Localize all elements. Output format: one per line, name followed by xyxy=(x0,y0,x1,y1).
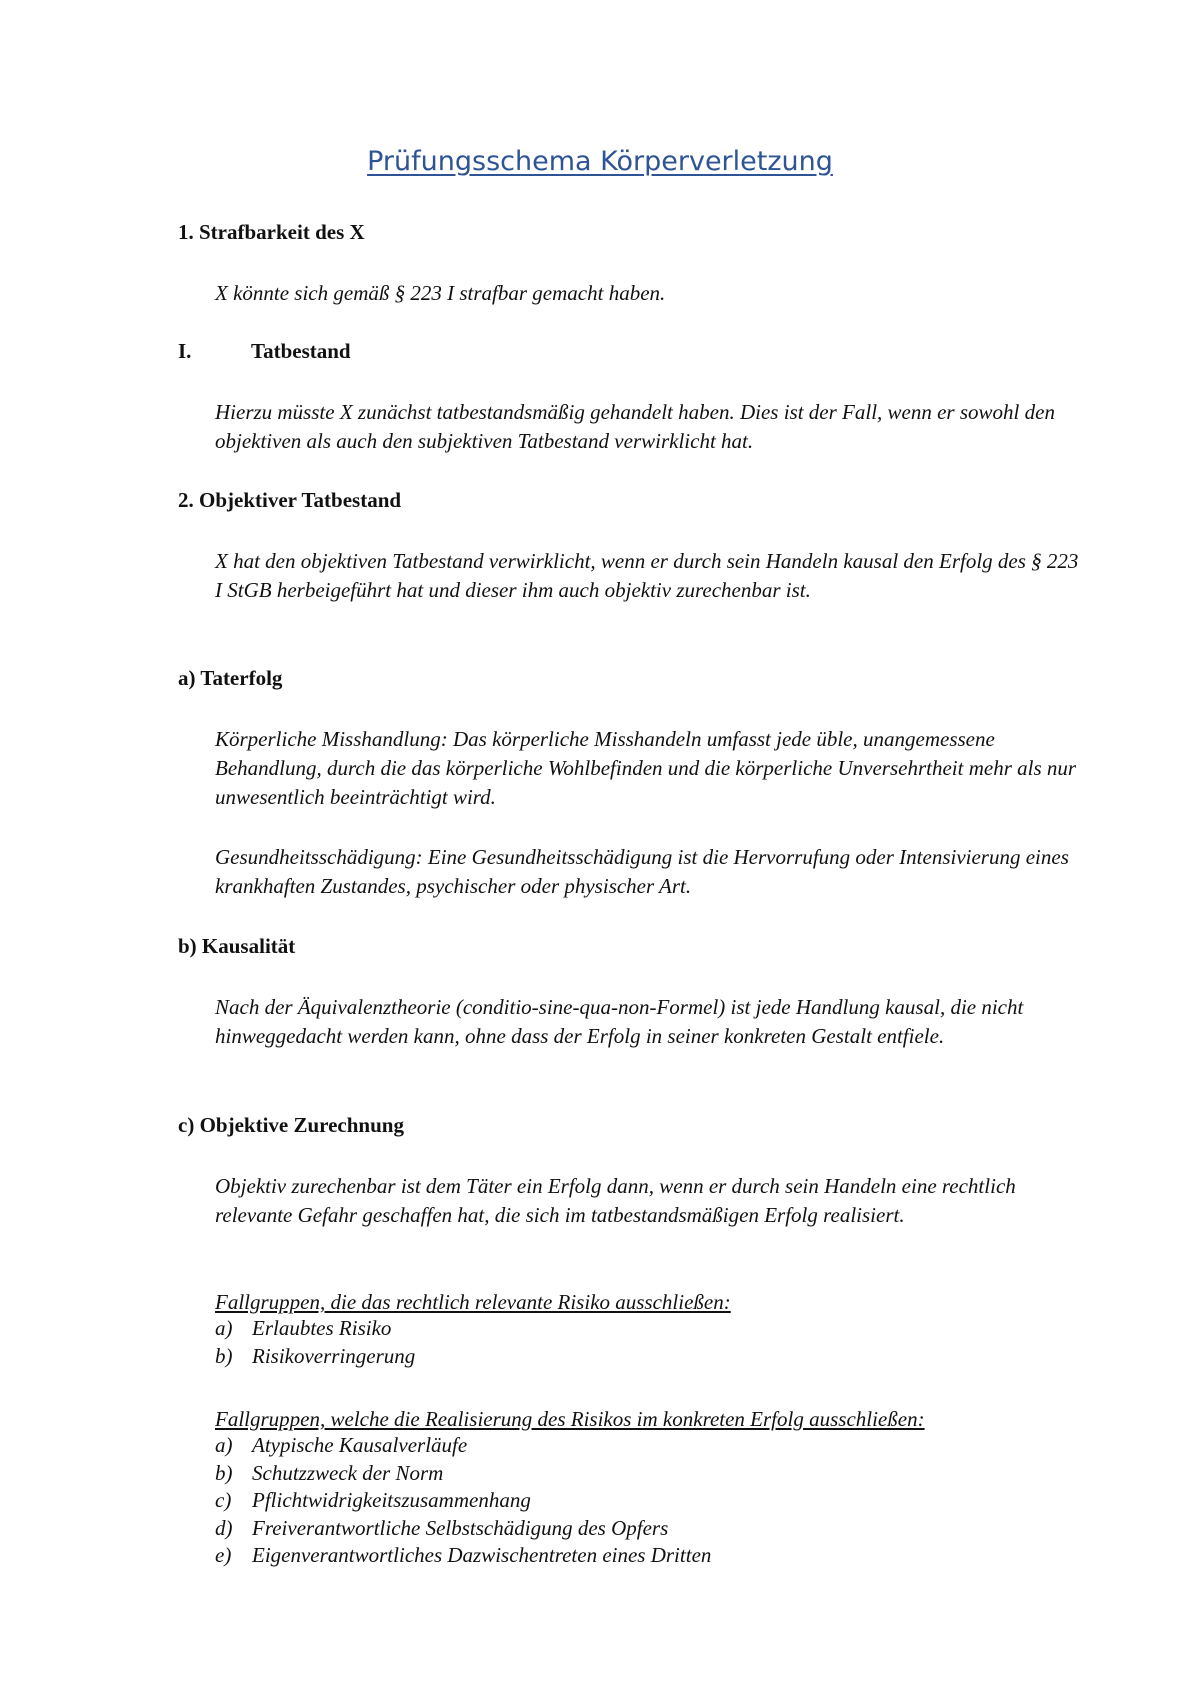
paragraph-strafbarkeit: X könnte sich gemäß § 223 I strafbar gemacht haben. xyxy=(215,281,666,305)
list-item-text: Freiverantwortliche Selbstschädigung des Opfers xyxy=(252,1515,669,1540)
list-item-marker: e) xyxy=(215,1543,232,1567)
list-item-text: Erlaubtes Risiko xyxy=(252,1316,392,1340)
page-title: Prüfungsschema Körperverletzung xyxy=(367,146,833,177)
list-item xyxy=(215,1542,711,1570)
list-realisierung xyxy=(215,1432,711,1570)
list-item xyxy=(215,1432,711,1460)
heading-tatbestand-number: I. xyxy=(178,339,192,363)
paragraph-misshandlung: Körperliche Misshandlung: Das körperliche Misshandeln umfasst jede üble, unangemessene Behandlung, durch die das körperliche Wohlbefinden und die körperliche Unversehrtheit mehr als nur unwesentlich beeinträchtigt wird. xyxy=(215,727,1077,809)
paragraph-objektiver-tatbestand: X hat den objektiven Tatbestand verwirklicht, wenn er durch sein Handeln kausal den Erfolg des § 223 I StGB herbeigeführt hat und dieser ihm auch objektiv zurechenbar ist. xyxy=(215,549,1079,602)
list-item-marker: c) xyxy=(215,1488,232,1512)
heading-objektiver-tatbestand: 2. Objektiver Tatbestand xyxy=(178,488,402,512)
list-title-realisierung: Fallgruppen, welche die Realisierung des Risikos im konkreten Erfolg ausschließen: xyxy=(215,1407,925,1431)
list-item-marker: a) xyxy=(215,1316,233,1340)
list-item xyxy=(215,1315,415,1343)
paragraph-objektive-zurechnung: Objektiv zurechenbar ist dem Täter ein Erfolg dann, wenn er durch sein Handeln eine rechtlich relevante Gefahr geschaffen hat, die sich im tatbestandsmäßigen Erfolg realisiert. xyxy=(215,1174,1016,1227)
list-item-marker: b) xyxy=(215,1460,233,1485)
list-item xyxy=(215,1515,711,1543)
list-item-marker: d) xyxy=(215,1515,233,1540)
list-item-text: Schutzzweck der Norm xyxy=(252,1460,444,1485)
list-item xyxy=(215,1343,415,1371)
list-item-text: Eigenverantwortliches Dazwischentreten eines Dritten xyxy=(252,1543,712,1567)
heading-tatbestand-label: Tatbestand xyxy=(251,339,351,363)
heading-kausalitaet: b) Kausalität xyxy=(178,934,296,958)
list-item xyxy=(215,1460,711,1488)
list-item-marker: b) xyxy=(215,1343,233,1368)
heading-taterfolg: a) Taterfolg xyxy=(178,666,283,690)
list-risiko xyxy=(215,1315,415,1370)
heading-objektive-zurechnung: c) Objektive Zurechnung xyxy=(178,1113,404,1137)
list-item xyxy=(215,1487,711,1515)
heading-tatbestand xyxy=(178,339,351,364)
paragraph-gesundheitsschaedigung: Gesundheitsschädigung: Eine Gesundheitsschädigung ist die Hervorrufung oder Intensivierung eines krankhaften Zustandes, psychischer oder physischer Art. xyxy=(215,845,1069,898)
list-title-risiko: Fallgruppen, die das rechtlich relevante Risiko ausschließen: xyxy=(215,1290,731,1314)
list-item-marker: a) xyxy=(215,1433,233,1457)
list-item-text: Pflichtwidrigkeitszusammenhang xyxy=(252,1488,531,1512)
paragraph-tatbestand: Hierzu müsste X zunächst tatbestandsmäßig gehandelt haben. Dies ist der Fall, wenn er sowohl den objektiven als auch den subjektiven Tatbestand verwirklicht hat. xyxy=(215,400,1055,453)
list-item-text: Atypische Kausalverläufe xyxy=(252,1433,468,1457)
paragraph-kausalitaet: Nach der Äquivalenztheorie (conditio-sine-qua-non-Formel) ist jede Handlung kausal, die nicht hinweggedacht werden kann, ohne dass der Erfolg in seiner konkreten Gestalt entfiele. xyxy=(215,995,1024,1048)
list-item-text: Risikoverringerung xyxy=(252,1343,416,1368)
heading-strafbarkeit: 1. Strafbarkeit des X xyxy=(178,220,365,244)
